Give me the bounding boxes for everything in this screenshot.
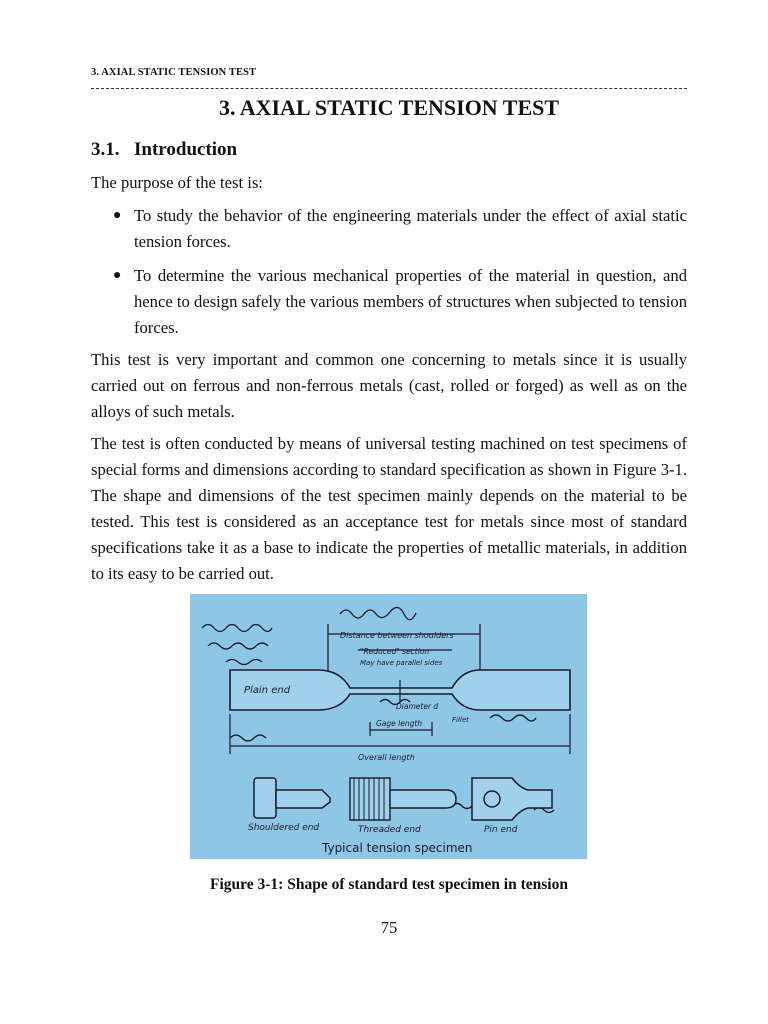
label-diameter: Diameter d [396, 702, 439, 711]
label-fillet: Fillet [452, 716, 469, 724]
label-pin-end: Pin end [484, 825, 518, 835]
list-item-text: To determine the various mechanical properties of the material in question, and hence to design safely the various members of structures when subjected to tension forces. [134, 266, 687, 337]
paragraph-test-specimens: The test is often conducted by means of universal testing machined on test specimens of special forms and dimensions according to standard specification as shown in Figure 3-1. The shape and dimensions of the test specimen mainly depends on the material to be tested. This test is considered as an acceptance test for metals since most of standard specifications take it as a base to indicate the properties of metallic materials, in addition to its easy to be carried out. [91, 434, 687, 583]
specimen-drawing [190, 594, 587, 859]
label-shouldered-end: Shouldered end [248, 823, 320, 833]
label-overall-length: Overall length [358, 753, 415, 762]
bullet-icon: ● [113, 268, 122, 283]
chapter-title: 3. AXIAL STATIC TENSION TEST [218, 95, 560, 120]
running-header: 3. AXIAL STATIC TENSION TEST [91, 67, 257, 78]
list-item [91, 203, 687, 255]
intro-text: The purpose of the test is: [91, 173, 263, 192]
section-title: Introduction [134, 139, 238, 160]
purpose-list [91, 203, 687, 341]
label-parallel-sides: May have parallel sides [360, 659, 443, 667]
threaded-end-specimen [350, 778, 456, 820]
list-item-text: To study the behavior of the engineering materials under the effect of axial static tension forces. [134, 206, 687, 251]
label-threaded-end: Threaded end [358, 825, 421, 835]
label-gage-length: Gage length [376, 719, 423, 728]
thread-lines [354, 778, 384, 820]
bullet-icon: ● [113, 208, 122, 223]
label-distance-between-shoulders: Distance between shoulders [340, 631, 454, 640]
header-divider [91, 88, 687, 89]
list-item [91, 263, 687, 341]
section-number: 3.1. [91, 139, 120, 160]
shouldered-end-specimen [254, 778, 330, 818]
label-plain-end: Plain end [244, 685, 291, 696]
label-typical-tension-specimen: Typical tension specimen [322, 841, 473, 855]
paragraph-metals: This test is very important and common one concerning to metals since it is usually carried out on ferrous and non-ferrous metals (cast, rolled or forged) as well as on the alloys of such metals. [91, 350, 687, 421]
specimen-figure [190, 594, 587, 859]
page-number: 75 [380, 918, 398, 937]
label-reduced-section: "Reduced" section [360, 647, 430, 656]
section-heading [91, 139, 237, 161]
figure-caption: Figure 3-1: Shape of standard test specimen in tension [210, 876, 568, 893]
